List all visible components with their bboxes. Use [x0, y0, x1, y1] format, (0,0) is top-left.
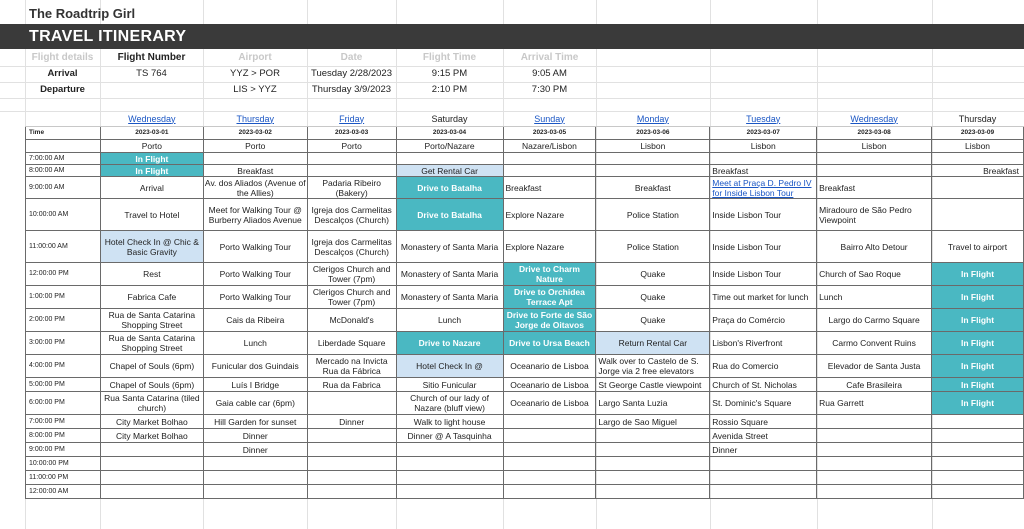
city-cell: Porto: [100, 140, 203, 153]
date-header-cell: 2023-03-05: [503, 127, 596, 140]
day-header-cell: Saturday: [396, 111, 503, 127]
time-cell: 10:00:00 AM: [26, 199, 101, 231]
activity-cell: [307, 485, 396, 499]
activity-cell: [596, 485, 710, 499]
activity-cell: [596, 153, 710, 165]
schedule-row: [26, 165, 1024, 177]
activity-cell: [932, 485, 1024, 499]
activity-cell: [932, 457, 1024, 471]
activity-cell: [932, 429, 1024, 443]
time-cell: 6:00:00 PM: [26, 392, 101, 415]
day-header-row: [26, 111, 1024, 127]
activity-cell: [503, 471, 596, 485]
flight-time: 9:15 PM: [431, 68, 468, 79]
activity-cell: [396, 485, 503, 499]
activity-cell: Police Station: [596, 199, 710, 231]
activity-cell: Return Rental Car: [596, 332, 710, 355]
activity-cell: Clerigos Church and Tower (7pm): [307, 263, 396, 286]
flight-airport: YYZ > POR: [230, 68, 280, 79]
activity-cell: Hotel Check In @ Chic & Basic Gravity: [100, 231, 203, 263]
activity-cell: [817, 471, 932, 485]
time-cell: 2:00:00 PM: [26, 309, 101, 332]
activity-cell: [932, 177, 1024, 199]
activity-cell: Avenida Street: [710, 429, 817, 443]
activity-cell: [203, 485, 307, 499]
schedule-row: [26, 199, 1024, 231]
activity-cell: Porto Walking Tour: [203, 263, 307, 286]
activity-cell: In Flight: [932, 263, 1024, 286]
activity-cell: Liberdade Square: [307, 332, 396, 355]
activity-cell: [817, 429, 932, 443]
activity-cell: Mercado na Invicta Rua da Fábrica: [307, 355, 396, 378]
flight-arrival-time: 7:30 PM: [531, 84, 568, 95]
flight-time: 2:10 PM: [431, 84, 468, 95]
date-header-cell: 2023-03-02: [203, 127, 307, 140]
activity-cell: [100, 457, 203, 471]
schedule-row: [26, 415, 1024, 429]
activity-cell: Walk over to Castelo de S. Jorge via 2 free elevators: [596, 355, 710, 378]
activity-cell: [596, 443, 710, 457]
activity-cell: Oceanario de Lisboa: [503, 392, 596, 415]
activity-cell: In Flight: [100, 165, 203, 177]
activity-cell: [100, 471, 203, 485]
flight-number: [100, 82, 203, 98]
date-header-cell: 2023-03-01: [100, 127, 203, 140]
activity-cell: [307, 457, 396, 471]
activity-cell: St. Dominic's Square: [710, 392, 817, 415]
activity-cell: [203, 153, 307, 165]
flight-number: TS 764: [136, 68, 167, 79]
activity-cell: Lunch: [396, 309, 503, 332]
activity-cell: Quake: [596, 286, 710, 309]
city-cell: Porto/Nazare: [396, 140, 503, 153]
activity-cell: [932, 153, 1024, 165]
time-cell: 10:00:00 PM: [26, 457, 101, 471]
schedule-row: [26, 485, 1024, 499]
activity-cell: Elevador de Santa Justa: [817, 355, 932, 378]
activity-cell: Funicular dos Guindais: [203, 355, 307, 378]
schedule-row: [26, 177, 1024, 199]
activity-cell: [396, 457, 503, 471]
activity-cell: [396, 443, 503, 457]
activity-cell: Drive to Forte de São Jorge de Oitavos: [503, 309, 596, 332]
schedule-row: [26, 286, 1024, 309]
activity-cell: Drive to Orchidea Terrace Apt: [503, 286, 596, 309]
activity-cell: Drive to Batalha: [396, 199, 503, 231]
time-cell: 7:00:00 AM: [26, 153, 101, 165]
activity-cell: Porto Walking Tour: [203, 286, 307, 309]
activity-cell: Monastery of Santa Maria: [396, 263, 503, 286]
activity-cell: [932, 443, 1024, 457]
activity-cell: [932, 471, 1024, 485]
activity-cell: [203, 471, 307, 485]
activity-cell: [307, 153, 396, 165]
activity-cell: Meet for Walking Tour @ Burberry Aliados Avenue: [203, 199, 307, 231]
activity-cell: Dinner: [203, 429, 307, 443]
activity-cell: Chapel of Souls (6pm): [100, 355, 203, 378]
activity-cell: [503, 457, 596, 471]
day-header-cell: Wednesday: [100, 111, 203, 127]
date-header-row: [26, 127, 1024, 140]
activity-cell: Church of Sao Roque: [817, 263, 932, 286]
activity-cell: Walk to light house: [396, 415, 503, 429]
activity-cell: Oceanario de Lisboa: [503, 355, 596, 378]
flight-header-arrival: Arrival Time: [520, 52, 579, 63]
date-header-cell: 2023-03-07: [710, 127, 817, 140]
city-cell: Lisbon: [817, 140, 932, 153]
schedule-row: [26, 443, 1024, 457]
date-header-cell: 2023-03-08: [817, 127, 932, 140]
activity-cell: In Flight: [932, 392, 1024, 415]
activity-cell: [396, 153, 503, 165]
activity-cell: Dinner: [307, 415, 396, 429]
activity-cell: Rua da Fabrica: [307, 378, 396, 392]
activity-cell: [307, 165, 396, 177]
activity-cell: Monastery of Santa Maria: [396, 286, 503, 309]
schedule-row: [26, 457, 1024, 471]
activity-cell: [503, 153, 596, 165]
time-cell: 3:00:00 PM: [26, 332, 101, 355]
activity-cell: Fabrica Cafe: [100, 286, 203, 309]
activity-cell: Porto Walking Tour: [203, 231, 307, 263]
activity-cell: [503, 429, 596, 443]
activity-cell: Arrival: [100, 177, 203, 199]
activity-cell: Church of our lady of Nazare (bluff view): [396, 392, 503, 415]
time-cell: 8:00:00 AM: [26, 165, 101, 177]
schedule-row: [26, 309, 1024, 332]
activity-cell: In Flight: [932, 355, 1024, 378]
time-cell: 11:00:00 PM: [26, 471, 101, 485]
activity-cell: [307, 443, 396, 457]
activity-cell: [307, 471, 396, 485]
schedule-row: [26, 378, 1024, 392]
flight-header-number: Flight Number: [117, 52, 186, 63]
day-header-cell: Thursday: [203, 111, 307, 127]
flight-header-airport: Airport: [238, 52, 272, 63]
activity-cell: City Market Bolhao: [100, 415, 203, 429]
flight-row-label: Arrival: [47, 68, 78, 79]
activity-cell: Police Station: [596, 231, 710, 263]
schedule-row: [26, 392, 1024, 415]
activity-cell: Rua de Santa Catarina Shopping Street: [100, 309, 203, 332]
activity-cell: [203, 457, 307, 471]
activity-cell: [710, 457, 817, 471]
activity-cell: In Flight: [932, 378, 1024, 392]
activity-cell: Inside Lisbon Tour: [710, 199, 817, 231]
activity-cell: [817, 415, 932, 429]
flight-header-date: Date: [340, 52, 363, 63]
city-row-blank: [26, 140, 101, 153]
activity-cell: Drive to Ursa Beach: [503, 332, 596, 355]
activity-cell: [396, 471, 503, 485]
activity-cell: Breakfast: [817, 177, 932, 199]
activity-cell: Av. dos Aliados (Avenue of the Allies): [204, 177, 306, 198]
activity-cell: Cais da Ribeira: [203, 309, 307, 332]
activity-cell: Praça do Comércio: [710, 309, 817, 332]
activity-cell: Breakfast: [596, 177, 710, 199]
activity-cell: Explore Nazare: [503, 231, 596, 263]
activity-cell: [100, 485, 203, 499]
activity-cell: Sitio Funicular: [396, 378, 503, 392]
time-cell: 11:00:00 AM: [26, 231, 101, 263]
activity-cell: Rua de Santa Catarina Shopping Street: [100, 332, 203, 355]
time-cell: 9:00:00 PM: [26, 443, 101, 457]
activity-cell: Inside Lisbon Tour: [710, 263, 817, 286]
activity-cell: Hill Garden for sunset: [203, 415, 307, 429]
activity-cell: [710, 485, 817, 499]
activity-cell: [503, 415, 596, 429]
page-title: TRAVEL ITINERARY: [29, 28, 187, 45]
time-cell: 1:00:00 PM: [26, 286, 101, 309]
city-cell: Lisbon: [710, 140, 817, 153]
activity-cell: Chapel of Souls (6pm): [100, 378, 203, 392]
flight-header-details: Flight details: [31, 52, 94, 63]
activity-cell: Carmo Convent Ruins: [817, 332, 932, 355]
date-header-cell: 2023-03-04: [396, 127, 503, 140]
activity-cell: Drive to Nazare: [396, 332, 503, 355]
activity-cell: Monastery of Santa Maria: [396, 231, 503, 263]
schedule-row: [26, 153, 1024, 165]
activity-cell: Drive to Charm Nature: [503, 263, 596, 286]
activity-cell: [307, 429, 396, 443]
activity-cell: [100, 443, 203, 457]
activity-cell: Quake: [596, 263, 710, 286]
activity-cell: Breakfast: [503, 177, 596, 199]
activity-cell: Inside Lisbon Tour: [710, 231, 817, 263]
activity-cell: [932, 415, 1024, 429]
time-column-header: Time: [26, 127, 101, 140]
city-cell: Lisbon: [596, 140, 710, 153]
activity-cell: Dinner: [710, 443, 817, 457]
time-cell: 12:00:00 PM: [26, 263, 101, 286]
activity-cell: [710, 153, 817, 165]
activity-cell: [817, 153, 932, 165]
activity-cell: Gaia cable car (6pm): [203, 392, 307, 415]
time-cell: 7:00:00 PM: [26, 415, 101, 429]
activity-cell: City Market Bolhao: [100, 429, 203, 443]
flight-airport: LIS > YYZ: [233, 84, 277, 95]
time-cell: 8:00:00 PM: [26, 429, 101, 443]
activity-cell: Meet at Praça D. Pedro IV for Inside Lisbon Tour: [710, 177, 817, 199]
activity-cell: Travel to Hotel: [100, 199, 203, 231]
city-cell: Nazare/Lisbon: [503, 140, 596, 153]
day-header-cell: Monday: [596, 111, 710, 127]
title-bar: [0, 24, 1024, 49]
activity-cell: [307, 392, 396, 415]
activity-cell: [503, 485, 596, 499]
activity-cell: Get Rental Car: [396, 165, 503, 177]
day-header-cell: Thursday: [932, 111, 1024, 127]
flight-row-label: Departure: [40, 84, 85, 95]
schedule-row: [26, 263, 1024, 286]
activity-cell: Rossio Square: [710, 415, 817, 429]
activity-cell: Luís I Bridge: [203, 378, 307, 392]
activity-cell: Lisbon's Riverfront: [710, 332, 817, 355]
activity-cell: Drive to Batalha: [396, 177, 503, 199]
activity-cell: Miradouro de São Pedro Viewpoint: [817, 199, 932, 231]
activity-cell: Oceanario de Lisboa: [503, 378, 596, 392]
activity-cell: Padaria Ribeiro (Bakery): [307, 177, 396, 199]
activity-cell: Largo de Sao Miguel: [596, 415, 710, 429]
schedule-row: [26, 231, 1024, 263]
activity-cell: [503, 165, 596, 177]
activity-cell: Clerigos Church and Tower (7pm): [307, 286, 396, 309]
activity-cell: Quake: [596, 309, 710, 332]
activity-cell: Hotel Check In @: [396, 355, 503, 378]
activity-cell: Travel to airport: [932, 231, 1024, 263]
flight-header-time: Flight Time: [422, 52, 477, 63]
flight-arrival-time: 9:05 AM: [532, 68, 567, 79]
activity-cell: Rua do Comercio: [710, 355, 817, 378]
activity-cell: Bairro Alto Detour: [817, 231, 932, 263]
activity-cell: Largo Santa Luzia: [596, 392, 710, 415]
activity-cell: In Flight: [932, 309, 1024, 332]
activity-cell: [596, 165, 710, 177]
time-cell: 9:00:00 AM: [26, 177, 101, 199]
activity-cell: Breakfast: [203, 165, 307, 177]
time-cell: 12:00:00 AM: [26, 485, 101, 499]
activity-cell: Lunch: [817, 286, 932, 309]
activity-cell: Largo do Carmo Square: [817, 309, 932, 332]
activity-cell: Dinner @ A Tasquinha: [396, 429, 503, 443]
activity-cell: [817, 485, 932, 499]
activity-cell: [596, 457, 710, 471]
activity-cell: Cafe Brasileira: [817, 378, 932, 392]
city-cell: Lisbon: [932, 140, 1024, 153]
day-header-blank: [26, 111, 101, 127]
activity-cell: Breakfast: [932, 165, 1024, 177]
schedule-row: [26, 471, 1024, 485]
brand-name: The Roadtrip Girl: [29, 6, 136, 21]
activity-cell: McDonald's: [307, 309, 396, 332]
schedule-row: [26, 355, 1024, 378]
city-row: [26, 140, 1024, 153]
activity-cell: [817, 457, 932, 471]
activity-cell: [503, 443, 596, 457]
time-cell: 4:00:00 PM: [26, 355, 101, 378]
activity-cell: Explore Nazare: [503, 199, 596, 231]
activity-cell: Igreja dos Carmelitas Descalços (Church): [307, 231, 396, 263]
activity-cell: [596, 429, 710, 443]
flight-date: Thursday 3/9/2023: [311, 84, 392, 95]
activity-cell: Lunch: [203, 332, 307, 355]
activity-cell: [932, 199, 1024, 231]
day-header-cell: Sunday: [503, 111, 596, 127]
schedule-row: [26, 429, 1024, 443]
activity-cell: In Flight: [100, 153, 203, 165]
activity-cell: Time out market for lunch: [710, 286, 817, 309]
activity-cell: [596, 471, 710, 485]
date-header-cell: 2023-03-06: [596, 127, 710, 140]
day-header-cell: Wednesday: [817, 111, 932, 127]
day-header-cell: Friday: [307, 111, 396, 127]
activity-cell: St George Castle viewpoint: [596, 378, 710, 392]
flight-date: Tuesday 2/28/2023: [311, 68, 392, 79]
city-cell: Porto: [307, 140, 396, 153]
activity-cell: Church of St. Nicholas: [710, 378, 817, 392]
time-cell: 5:00:00 PM: [26, 378, 101, 392]
activity-cell: [710, 471, 817, 485]
itinerary-grid: [25, 111, 1024, 499]
activity-cell: Dinner: [203, 443, 307, 457]
activity-cell: Rest: [100, 263, 203, 286]
schedule-row: [26, 332, 1024, 355]
city-cell: Porto: [203, 140, 307, 153]
activity-cell: [817, 165, 932, 177]
activity-cell: Rua Garrett: [817, 392, 932, 415]
activity-cell: Igreja dos Carmelitas Descalços (Church): [307, 199, 396, 231]
activity-cell: In Flight: [932, 332, 1024, 355]
activity-cell: In Flight: [932, 286, 1024, 309]
day-header-cell: Tuesday: [710, 111, 817, 127]
activity-cell: Rua Santa Catarina (tiled church): [100, 392, 203, 415]
activity-cell: Breakfast: [710, 165, 817, 177]
date-header-cell: 2023-03-09: [932, 127, 1024, 140]
activity-cell: [817, 443, 932, 457]
date-header-cell: 2023-03-03: [307, 127, 396, 140]
